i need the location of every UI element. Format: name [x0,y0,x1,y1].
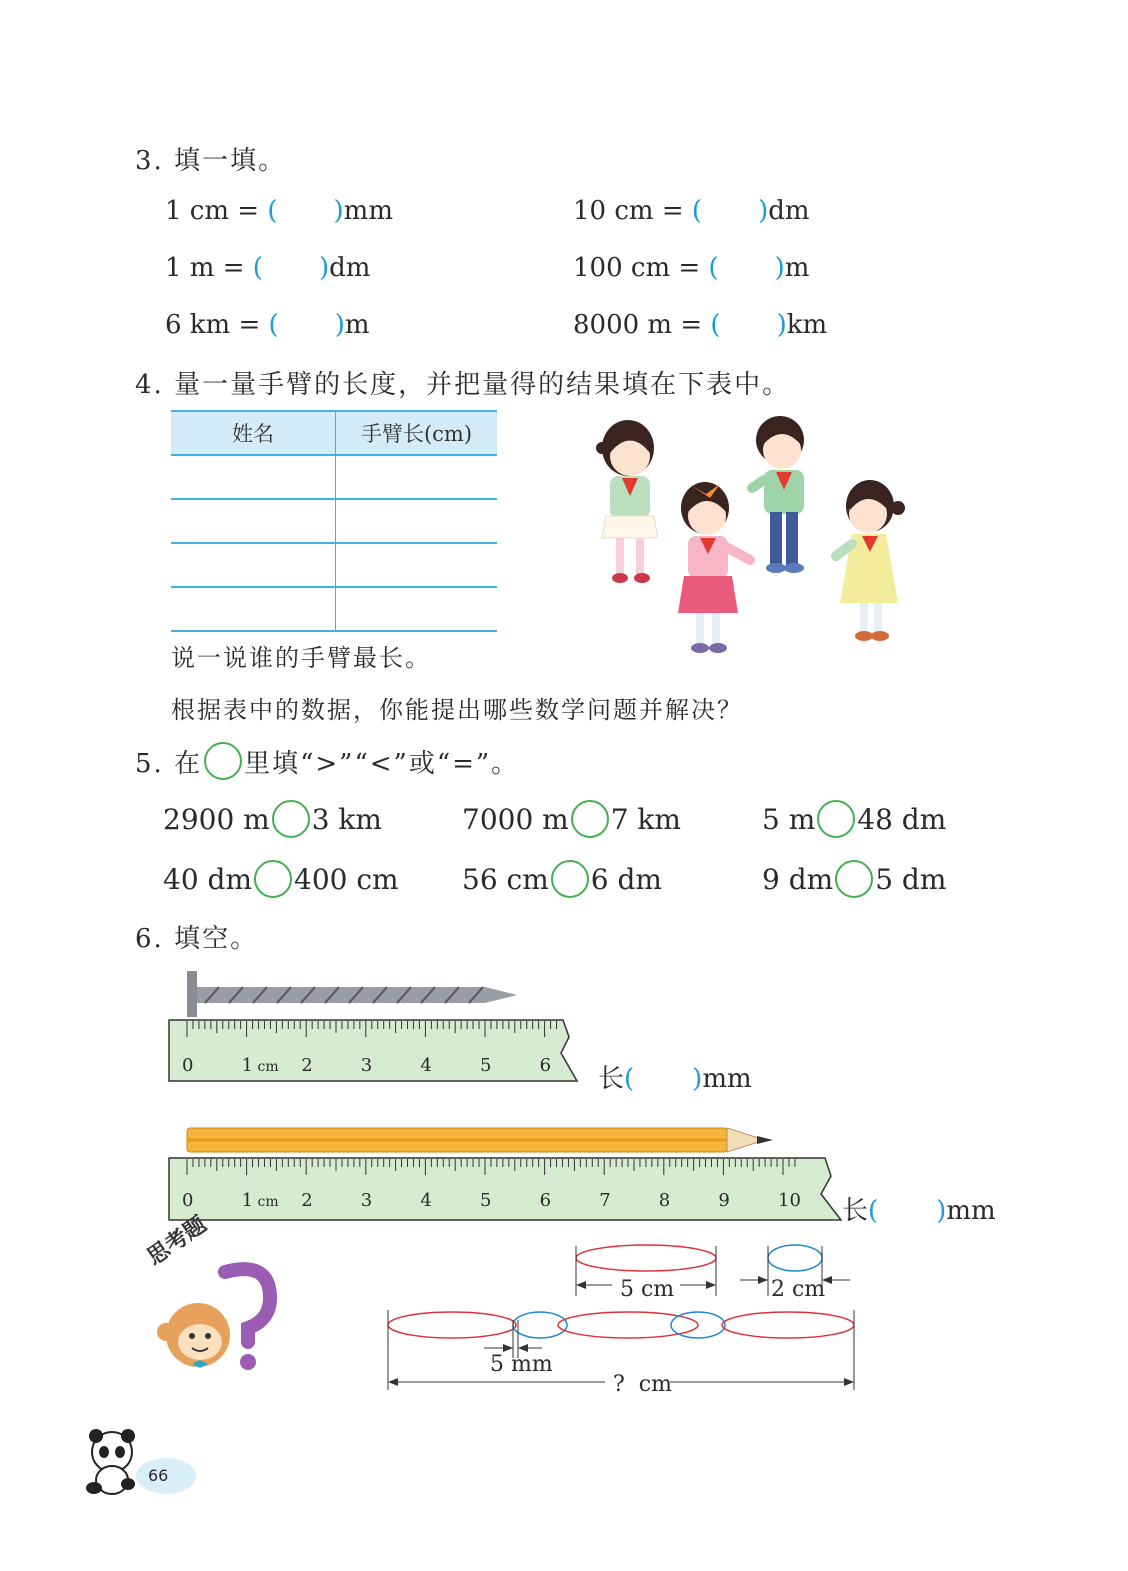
child-figure [678,482,750,653]
ruler-2-tick-label: 10 [778,1190,801,1211]
small-ring-legend [768,1245,822,1271]
table-cell[interactable] [171,543,336,587]
q6-title: 6. 填空。 [135,924,259,954]
ruler-1-tick-label: 4 [420,1055,432,1076]
table-cell[interactable] [336,543,498,587]
q3-eq-4: 10 cm = ( )dm [573,196,810,226]
q3-eq-6: 8000 m = ( )km [573,310,828,340]
compare-answer-circle[interactable] [272,800,310,838]
ruler-1-tick-label: 5 [480,1055,492,1076]
compare-answer-circle[interactable] [551,860,589,898]
q3-eq-5: 100 cm = ( )m [573,253,810,283]
q3-eq-3: 6 km = ( )m [165,310,370,340]
ruler-1-tick-label: 1 cm [241,1055,279,1076]
compare-answer-circle[interactable] [817,800,855,838]
q3-title: 3. 填一填。 [135,146,287,176]
table-row [171,499,497,543]
compare-answer-circle[interactable] [254,860,292,898]
ruler-1-unit-label: cm [253,1059,279,1075]
ruler-1-tick-label: 3 [360,1055,373,1076]
ruler-2-tick-label: 9 [718,1190,730,1211]
ruler-2-labels [180,1190,840,1216]
table-cell[interactable] [171,499,336,543]
q5-compare-5: 56 cm 6 dm [462,860,662,898]
compare-answer-circle[interactable] [571,800,609,838]
ruler-1-labels [180,1055,580,1081]
monkey-thinking-icon [130,1250,280,1375]
ruler-2-tick-label: 5 [480,1190,492,1211]
table-cell[interactable] [336,587,498,631]
total-length-label: ? cm [613,1372,672,1397]
ruler-1-tick-label: 2 [301,1055,313,1076]
ruler-2-tick-label: 8 [658,1190,671,1211]
child-figure [596,420,658,583]
ruler-2-unit-label: cm [253,1194,279,1210]
big-ring-legend [576,1245,716,1271]
q5-compare-1: 2900 m 3 km [163,800,382,838]
ruler-2-tick-label: 4 [420,1190,432,1211]
compare-answer-circle[interactable] [835,860,873,898]
overlap-label: 5 mm [490,1352,553,1377]
q5-compare-3: 5 m 48 dm [762,800,946,838]
ruler-1-tick-label: 6 [539,1055,552,1076]
arm-length-table [171,410,497,632]
q3-eq-1: 1 cm = ( )mm [165,196,393,226]
table-row [171,455,497,499]
nail-length-answer: 长( )mm [598,1064,752,1094]
q4-prompt-questions: 根据表中的数据，你能提出哪些数学问题并解决？ [171,696,743,724]
ruler-2-tick-label: 1 cm [241,1190,279,1211]
page-number: 66 [148,1466,169,1485]
ruler-2-tick-label: 6 [539,1190,552,1211]
table-header-name: 姓名 [171,411,336,455]
panda-icon [78,1422,198,1502]
q4-prompt-longest-arm: 说一说谁的手臂最长。 [171,644,431,672]
table-row [171,543,497,587]
q5-compare-4: 40 dm 400 cm [163,860,399,898]
ruler-2-tick-label: 3 [360,1190,373,1211]
pencil-length-answer: 长( )mm [842,1196,996,1226]
table-header-arm-length: 手臂长(cm) [336,411,498,455]
q5-title: 5. 在 里填“>”“<”或“=”。 [135,742,519,780]
table-cell[interactable] [336,455,498,499]
child-figure [836,480,905,641]
table-cell[interactable] [171,455,336,499]
ruler-1-tick-label: 0 [182,1055,194,1076]
compare-circle-icon [204,742,242,780]
thinking-label: 思考题 [142,1212,212,1271]
table-row [171,587,497,631]
nail-icon [187,971,517,1017]
q3-eq-2: 1 m = ( )dm [165,253,371,283]
table-cell[interactable] [336,499,498,543]
pencil-icon [187,1128,773,1152]
child-figure [752,416,804,573]
big-ring-diameter-label: 5 cm [620,1277,675,1302]
table-cell[interactable] [171,587,336,631]
q5-compare-6: 9 dm 5 dm [762,860,946,898]
small-ring-diameter-label: 2 cm [771,1277,826,1302]
q5-compare-2: 7000 m 7 km [462,800,681,838]
q4-title: 4. 量一量手臂的长度，并把量得的结果填在下表中。 [135,370,791,400]
ruler-2-tick-label: 2 [301,1190,313,1211]
ruler-2-tick-label: 7 [599,1190,611,1211]
children-measuring-illustration [580,408,930,663]
ruler-2-tick-label: 0 [182,1190,194,1211]
